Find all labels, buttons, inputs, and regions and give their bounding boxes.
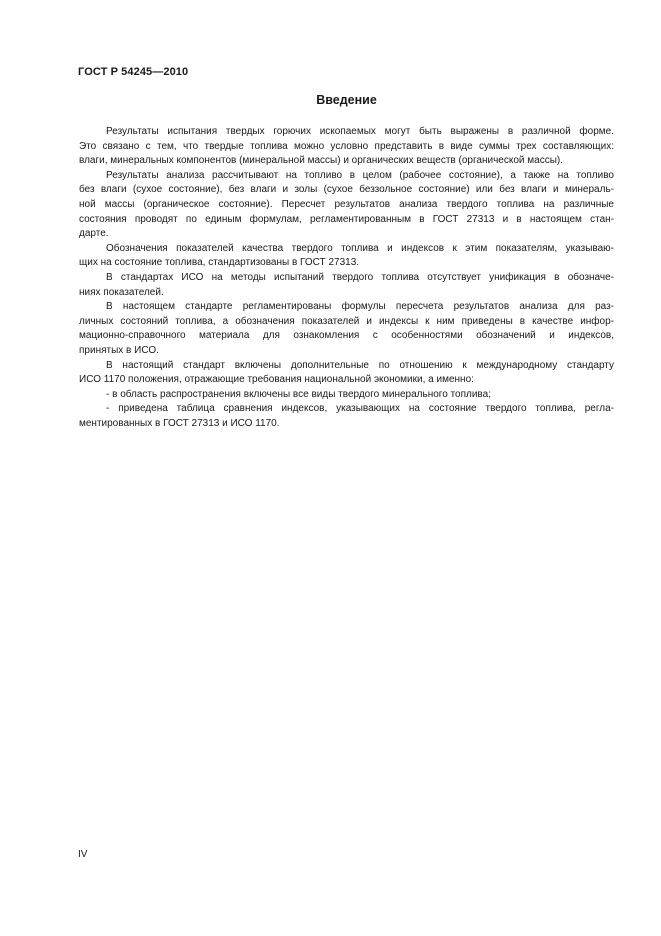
text-line: Это связано с тем, что твердые топлива можно условно представить в виде суммы трех составляющих: <box>79 140 614 152</box>
text-line: щих на состояние топлива, стандартизованы в ГОСТ 27313. <box>79 257 360 269</box>
text-line: ментированных в ГОСТ 27313 и ИСО 1170. <box>79 417 280 429</box>
page-header-standard-code: ГОСТ Р 54245—2010 <box>78 66 189 78</box>
text-line: Результаты анализа рассчитывают на топливо в целом (рабочее состояние), а также на топливо <box>106 169 614 181</box>
text-line: ниях показателей. <box>79 286 164 298</box>
text-line: дарте. <box>79 228 109 240</box>
text-line: влаги, минеральных компонентов (минеральной массы) и органических веществ (органической массы). <box>79 155 563 167</box>
introduction-body <box>79 125 614 431</box>
text-line: принятых в ИСО. <box>79 344 159 356</box>
text-line: ИСО 1170 положения, отражающие требования национальной экономики, а именно: <box>79 374 474 386</box>
list-item: - в область распространения включены все виды твердого минерального топлива; <box>106 388 491 400</box>
text-line: мационно-справочного материала для ознакомления с особенностями обозначений и индексов, <box>79 330 614 342</box>
text-line: ной массы (органическое состояние). Пересчет результатов анализа твердого топлива на различные <box>79 198 614 210</box>
text-line: В настоящем стандарте регламентированы формулы пересчета результатов анализа для раз- <box>106 301 614 313</box>
page-number: IV <box>78 849 88 860</box>
text-line: В стандартах ИСО на методы испытаний твердого топлива отсутствует унификация в обозначе- <box>106 271 614 283</box>
text-line: Обозначения показателей качества твердого топлива и индексов к этим показателям, указываю- <box>106 242 614 254</box>
text-line: Результаты испытания твердых горючих ископаемых могут быть выражены в различной форме. <box>106 126 614 137</box>
section-title: Введение <box>316 93 377 107</box>
text-line: состояния проводят по единым формулам, регламентированным в ГОСТ 27313 и в настоящем стан- <box>79 213 614 225</box>
text-line: без влаги (сухое состояние), без влаги и золы (сухое беззольное состояние) или без влаги и минераль- <box>79 184 614 196</box>
text-line: В настоящий стандарт включены дополнительные по отношению к международному стандарту <box>106 359 614 371</box>
list-item: - приведена таблица сравнения индексов, указывающих на состояние твердого топлива, регла- <box>106 403 614 415</box>
text-line: личных состояний топлива, а обозначения показателей и индексы к ним приведены в качестве инфор- <box>79 315 614 327</box>
